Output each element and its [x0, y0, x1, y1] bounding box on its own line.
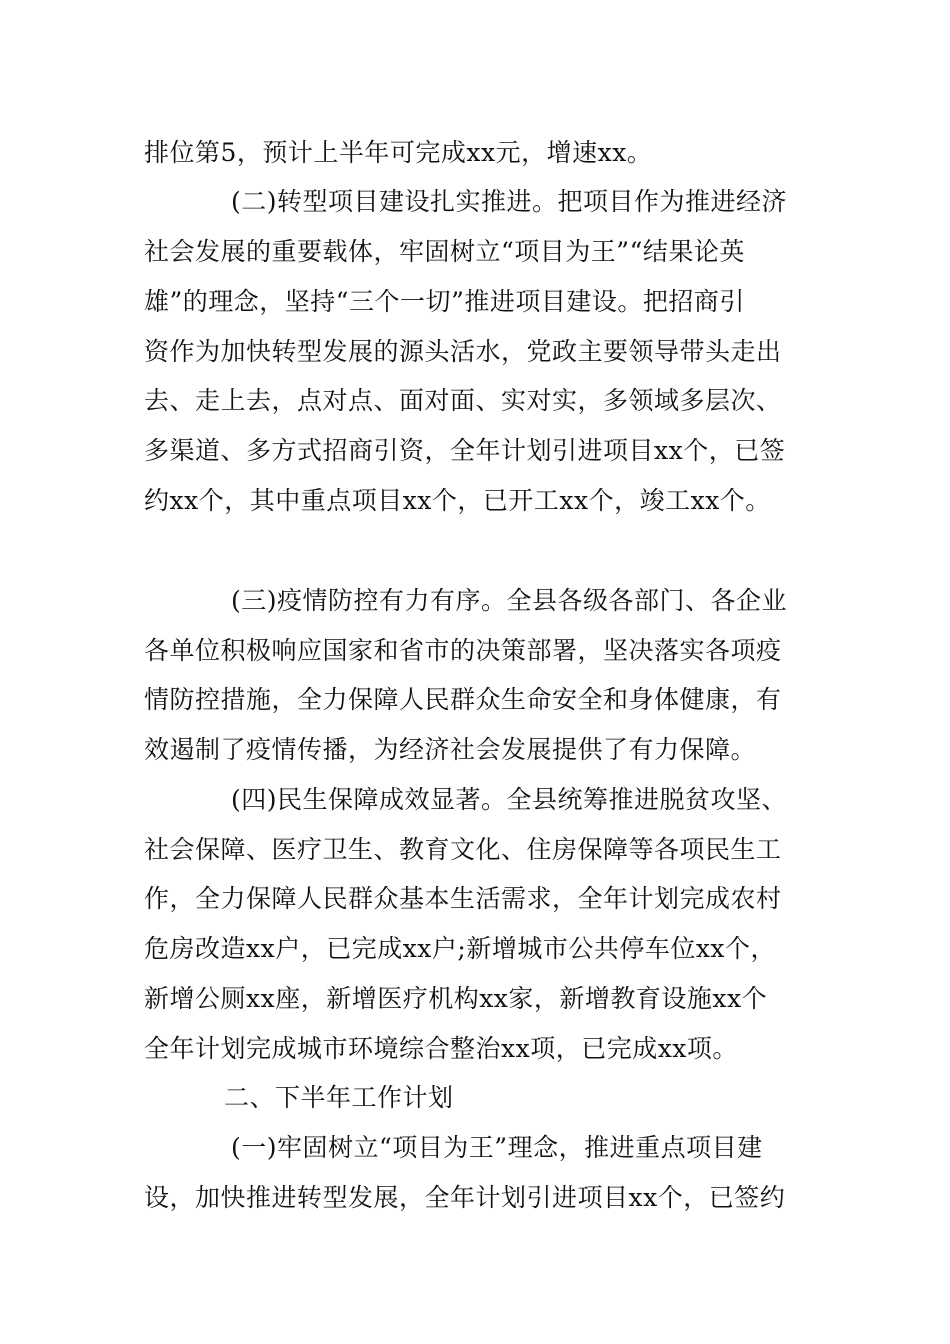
text-line-8: 约xx个，其中重点项目xx个，已开工xx个，竣工xx个。 — [144, 486, 771, 515]
plan-1-heading-line: (一)牢固树立“项目为王”理念，推进重点项目建 — [231, 1133, 763, 1162]
text-line-14: 社会保障、医疗卫生、教育文化、住房保障等各项民生工 — [144, 835, 782, 864]
text-line-12: 效遏制了疫情传播，为经济社会发展提供了有力保障。 — [144, 735, 757, 764]
text-line-10: 各单位积极响应国家和省市的决策部署，坚决落实各项疫 — [144, 636, 782, 665]
text-line-7: 多渠道、多方式招商引资，全年计划引进项目xx个，已签 — [144, 436, 786, 465]
text-line-6: 去、走上去，点对点、面对面、实对实，多领域多层次、 — [144, 386, 782, 415]
text-line-4: 雄”的理念，坚持“三个一切”推进项目建设。把招商引 — [144, 287, 745, 316]
section-2-heading-line: (二)转型项目建设扎实推进。把项目作为推进经济 — [231, 187, 788, 216]
section-4-heading-line: (四)民生保障成效显著。全县统筹推进脱贫攻坚、 — [231, 785, 788, 814]
text-line-3: 社会发展的重要载体，牢固树立“项目为王”“结果论英 — [144, 237, 745, 266]
text-line-18: 全年计划完成城市环境综合整治xx项，已完成xx项。 — [144, 1034, 738, 1063]
text-line-15: 作，全力保障人民群众基本生活需求，全年计划完成农村 — [144, 884, 782, 913]
text-line-1: 排位第5，预计上半年可完成xx元，增速xx。 — [144, 138, 653, 167]
text-line-11: 情防控措施，全力保障人民群众生命安全和身体健康，有 — [144, 685, 782, 714]
text-line-16: 危房改造xx户，已完成xx户;新增城市公共停车位xx个， — [144, 934, 777, 963]
text-line-21: 设，加快推进转型发展，全年计划引进项目xx个，已签约 — [144, 1183, 786, 1212]
section-3-heading-line: (三)疫情防控有力有序。全县各级各部门、各企业 — [231, 586, 788, 615]
text-line-17: 新增公厕xx座，新增医疗机构xx家，新增教育设施xx个 — [144, 984, 768, 1013]
text-line-5: 资作为加快转型发展的源头活水，党政主要领导带头走出 — [144, 337, 782, 366]
part-2-heading: 二、下半年工作计划 — [224, 1083, 454, 1112]
